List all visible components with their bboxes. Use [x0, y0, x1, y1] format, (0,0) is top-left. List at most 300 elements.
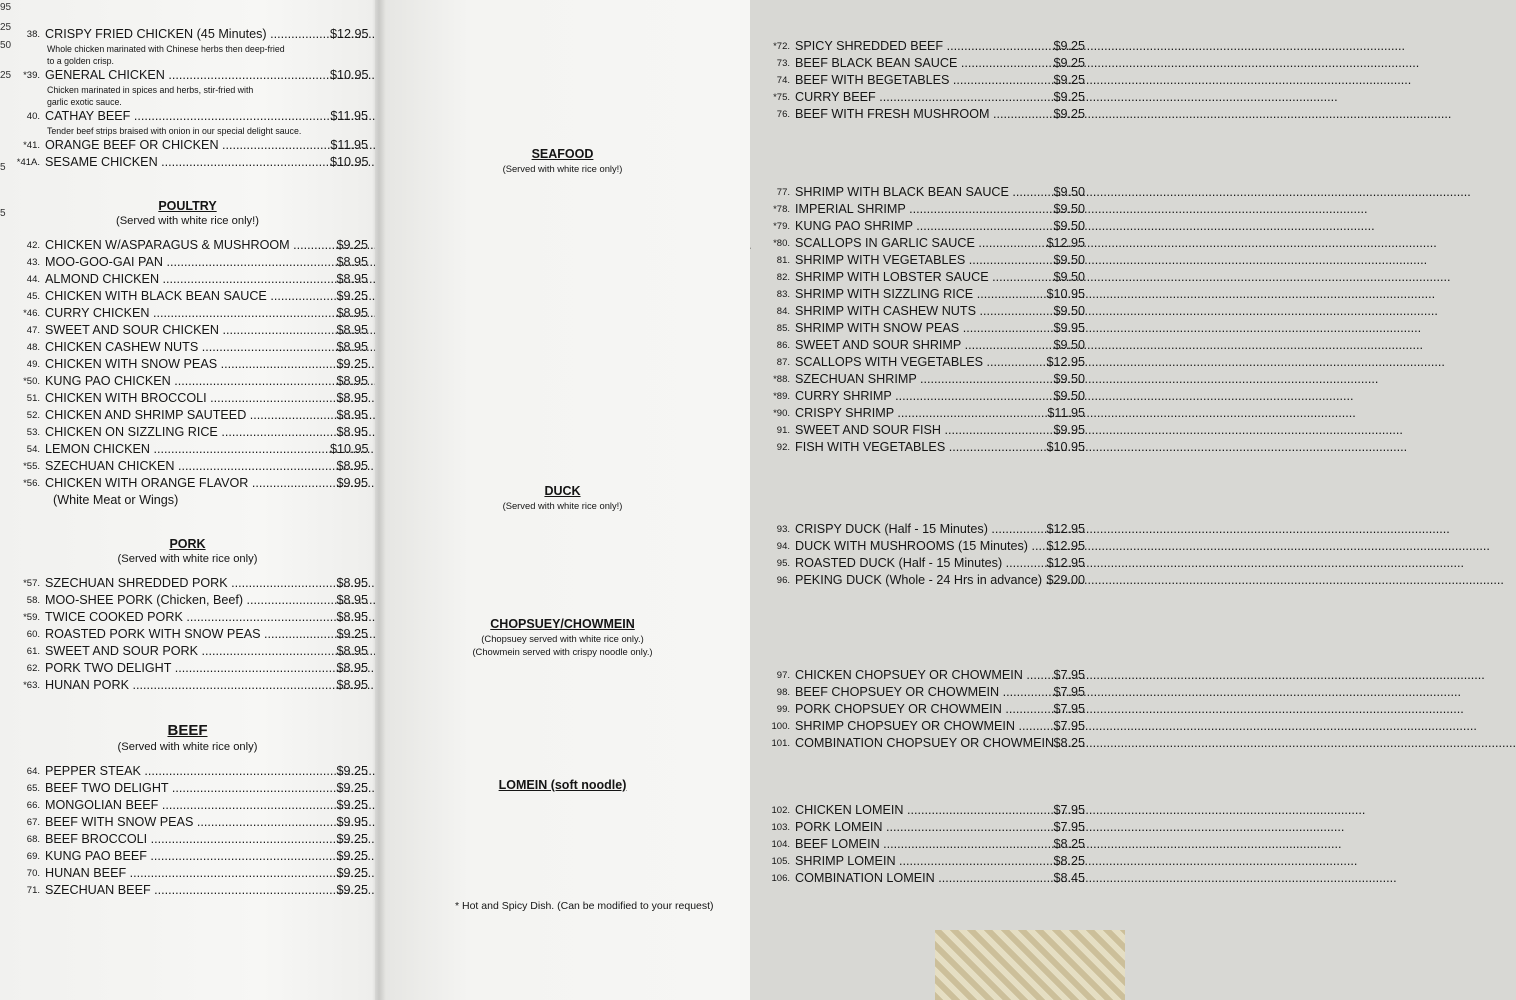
item-price: $10.95 — [330, 155, 369, 169]
menu-item — [375, 320, 1085, 337]
item-price: $9.50 — [1053, 270, 1085, 284]
menu-item — [375, 38, 1085, 55]
item-price: $9.95 — [336, 815, 368, 829]
menu-section — [0, 26, 375, 171]
item-price: $8.95 — [336, 408, 368, 422]
section-note: (Chowmein served with crispy noodle only.) — [472, 646, 653, 657]
menu-item — [0, 575, 375, 592]
item-price: $12.95 — [330, 27, 369, 41]
menu-item — [375, 269, 1085, 286]
menu-section — [375, 778, 1085, 887]
menu-section — [375, 147, 1085, 456]
item-description: to a golden crisp. — [47, 56, 114, 66]
item-name: CRISPY FRIED CHICKEN (45 Minutes) ..... — [45, 26, 328, 43]
margin-number: 25 — [0, 70, 12, 81]
item-name: BEEF BLACK BEAN SAUCE ..... — [795, 55, 1025, 72]
item-name: SZECHUAN SHREDDED PORK ..... — [45, 575, 328, 592]
item-price: $11.95 — [1047, 406, 1085, 420]
item-price: $9.50 — [1053, 202, 1085, 216]
item-number: 83. — [776, 289, 790, 300]
item-number: 99. — [776, 704, 790, 715]
item-number: 42. — [26, 240, 40, 251]
item-name: BEEF CHOPSUEY OR CHOWMEIN ..... — [795, 684, 1025, 701]
left-page-content — [0, 6, 375, 899]
item-price: $9.50 — [1053, 219, 1085, 233]
item-price: $8.95 — [336, 255, 368, 269]
item-price: $9.25 — [336, 849, 368, 863]
menu-item — [375, 252, 1085, 269]
item-number: 86. — [776, 340, 790, 351]
item-price: $9.25 — [1053, 56, 1085, 70]
item-name: SCALLOPS WITH VEGETABLES ..... — [795, 354, 1025, 371]
menu-item — [375, 572, 1085, 589]
item-price: $8.95 — [336, 459, 368, 473]
item-price: $29.00 — [1046, 573, 1085, 587]
section-title: PORK — [169, 537, 206, 551]
item-price: $8.95 — [336, 425, 368, 439]
item-name: SZECHUAN BEEF ..... — [45, 882, 328, 899]
item-number: 84. — [776, 306, 790, 317]
section-title: LOMEIN (soft noodle) — [498, 778, 627, 792]
item-number: *80. — [773, 238, 790, 249]
item-number: 94. — [776, 541, 790, 552]
menu-section — [375, 38, 1085, 123]
item-name: GENERAL CHICKEN ..... — [45, 67, 328, 84]
right-page-content — [375, 18, 1085, 887]
item-number: *46. — [23, 308, 40, 319]
item-price: $10.95 — [330, 68, 369, 82]
item-price: $8.95 — [336, 610, 368, 624]
item-name: CHICKEN AND SHRIMP SAUTEED ..... — [45, 407, 328, 424]
menu-item — [0, 305, 375, 322]
item-number: 48. — [26, 342, 40, 353]
item-name: SHRIMP WITH SIZZLING RICE ..... — [795, 286, 1025, 303]
item-name: SHRIMP WITH LOBSTER SAUCE ..... — [795, 269, 1025, 286]
item-price: $7.95 — [1053, 668, 1085, 682]
item-number: *78. — [773, 204, 790, 215]
item-price: $10.95 — [1046, 287, 1085, 301]
item-number: *59. — [23, 612, 40, 623]
item-number: *41A. — [16, 157, 40, 168]
item-number: 47. — [26, 325, 40, 336]
item-price: $8.95 — [336, 391, 368, 405]
menu-item — [375, 701, 1085, 718]
item-name: BEEF LOMEIN ..... — [795, 836, 1025, 853]
item-price: $8.95 — [336, 323, 368, 337]
item-price: $11.95 — [330, 109, 368, 123]
menu-item — [0, 797, 375, 814]
item-price: $9.25 — [336, 832, 368, 846]
item-name: BEEF WITH SNOW PEAS ..... — [45, 814, 328, 831]
item-price: $9.50 — [1053, 338, 1085, 352]
item-price: $12.95 — [1046, 236, 1085, 250]
item-price: $8.45 — [1053, 871, 1085, 885]
item-name: SWEET AND SOUR CHICKEN ..... — [45, 322, 328, 339]
item-price: $8.25 — [1053, 736, 1085, 750]
item-number: 49. — [26, 359, 40, 370]
item-number: 65. — [26, 783, 40, 794]
item-price: $8.25 — [1053, 854, 1085, 868]
item-name: CURRY BEEF ..... — [795, 89, 1025, 106]
item-description: garlic exotic sauce. — [47, 97, 122, 107]
menu-item — [0, 373, 375, 390]
section-title: SEAFOOD — [531, 147, 594, 161]
menu-item — [0, 831, 375, 848]
item-number: *90. — [773, 408, 790, 419]
item-name: COMBINATION LOMEIN ..... — [795, 870, 1025, 887]
menu-item — [0, 390, 375, 407]
item-number: 54. — [26, 444, 40, 455]
section-note: (Served with white rice only!) — [502, 163, 623, 174]
item-number: 100. — [771, 721, 790, 732]
item-price: $9.50 — [1053, 253, 1085, 267]
item-number: *50. — [23, 376, 40, 387]
menu-section — [375, 617, 1085, 752]
item-name: CHICKEN W/ASPARAGUS & MUSHROOM ..... — [45, 237, 328, 254]
item-number: *89. — [773, 391, 790, 402]
menu-item — [375, 836, 1085, 853]
margin-number: 50 — [0, 40, 12, 51]
margin-number: 95 — [0, 2, 12, 13]
menu-item — [0, 356, 375, 373]
menu-section — [0, 722, 375, 899]
table-cloth-corner — [935, 930, 1125, 1000]
item-number: 69. — [26, 851, 40, 862]
item-number: 105. — [771, 856, 790, 867]
item-price: $8.95 — [336, 306, 368, 320]
item-price: $11.95 — [330, 138, 368, 152]
item-price: $10.95 — [330, 442, 369, 456]
menu-item — [375, 538, 1085, 555]
item-number: 101. — [771, 738, 790, 749]
item-price: $9.25 — [336, 627, 368, 641]
item-name: SWEET AND SOUR FISH ..... — [795, 422, 1025, 439]
item-name: CHICKEN LOMEIN ..... — [795, 802, 1025, 819]
item-price: $8.95 — [336, 340, 368, 354]
menu-item — [375, 371, 1085, 388]
section-note: (Served with white rice only!) — [115, 215, 259, 227]
menu-item — [375, 684, 1085, 701]
item-name: CRISPY DUCK (Half - 15 Minutes) ..... — [795, 521, 1025, 538]
item-price: $9.25 — [1053, 107, 1085, 121]
item-name: CHICKEN CASHEW NUTS ..... — [45, 339, 328, 356]
margin-number: 5 — [0, 208, 6, 219]
menu-item — [375, 718, 1085, 735]
margin-number: 25 — [0, 22, 12, 33]
item-price: $9.25 — [336, 883, 368, 897]
menu-item — [0, 882, 375, 899]
menu-item — [0, 424, 375, 441]
item-name: SHRIMP WITH VEGETABLES ..... — [795, 252, 1025, 269]
item-name: CRISPY SHRIMP ..... — [795, 405, 1025, 422]
item-price: $9.25 — [1053, 39, 1085, 53]
item-number: 91. — [776, 425, 790, 436]
item-price: $12.95 — [1046, 556, 1085, 570]
right-menu-page — [375, 0, 1085, 1000]
item-name: MOO-SHEE PORK (Chicken, Beef) ..... — [45, 592, 328, 609]
item-name: TWICE COOKED PORK ..... — [45, 609, 328, 626]
item-price: $9.25 — [336, 764, 368, 778]
menu-item — [0, 865, 375, 882]
menu-item — [0, 780, 375, 797]
menu-item — [375, 72, 1085, 89]
menu-item — [375, 286, 1085, 303]
item-number: 60. — [26, 629, 40, 640]
item-price: $8.95 — [336, 661, 368, 675]
item-number: *88. — [773, 374, 790, 385]
menu-section — [0, 537, 375, 694]
section-title: DUCK — [544, 484, 581, 498]
margin-number: 5 — [0, 162, 6, 173]
item-name: PORK CHOPSUEY OR CHOWMEIN ..... — [795, 701, 1025, 718]
item-number: 74. — [776, 75, 790, 86]
item-number: *39. — [23, 70, 40, 81]
menu-item — [0, 154, 375, 171]
item-name: PORK TWO DELIGHT ..... — [45, 660, 328, 677]
page-fold — [372, 0, 386, 1000]
item-name: CHICKEN WITH BLACK BEAN SAUCE ..... — [45, 288, 328, 305]
item-price: $7.95 — [1053, 685, 1085, 699]
item-number: 38. — [26, 29, 40, 40]
section-title: POULTRY — [158, 199, 217, 213]
item-description: Whole chicken marinated with Chinese herbs then deep-fried — [47, 44, 285, 54]
item-name: SWEET AND SOUR PORK ..... — [45, 643, 328, 660]
menu-item — [375, 405, 1085, 422]
menu-section — [0, 199, 375, 509]
item-number: 58. — [26, 595, 40, 606]
item-name: HUNAN BEEF ..... — [45, 865, 328, 882]
item-name: SPICY SHREDDED BEEF ..... — [795, 38, 1025, 55]
item-price: $9.25 — [1053, 73, 1085, 87]
menu-item — [375, 735, 1085, 752]
menu-item — [375, 422, 1085, 439]
item-name: ORANGE BEEF OR CHICKEN ..... — [45, 137, 328, 154]
item-name: CURRY SHRIMP ..... — [795, 388, 1025, 405]
item-name: CHICKEN WITH SNOW PEAS ..... — [45, 356, 328, 373]
item-name: SHRIMP WITH BLACK BEAN SAUCE ..... — [795, 184, 1025, 201]
item-number: 103. — [771, 822, 790, 833]
item-name: DUCK WITH MUSHROOMS (15 Minutes) ..... — [795, 538, 1025, 555]
item-price: $12.95 — [1046, 522, 1085, 536]
item-price: $8.95 — [336, 593, 368, 607]
menu-item — [375, 819, 1085, 836]
item-number: 81. — [776, 255, 790, 266]
item-number: 106. — [771, 873, 790, 884]
menu-item — [0, 339, 375, 356]
item-price: $8.95 — [336, 678, 368, 692]
item-price: $9.25 — [336, 289, 368, 303]
item-price: $9.25 — [336, 238, 368, 252]
item-name: HUNAN PORK ..... — [45, 677, 328, 694]
item-number: 98. — [776, 687, 790, 698]
item-name: PORK LOMEIN ..... — [795, 819, 1025, 836]
item-description: Chicken marinated in spices and herbs, stir-fried with — [47, 85, 254, 95]
section-note: (Served with white rice only) — [117, 553, 258, 565]
item-number: *56. — [23, 478, 40, 489]
item-name: SHRIMP WITH SNOW PEAS ..... — [795, 320, 1025, 337]
item-number: 96. — [776, 575, 790, 586]
item-number: 82. — [776, 272, 790, 283]
menu-item — [0, 441, 375, 458]
item-price: $7.95 — [1053, 820, 1085, 834]
item-number: 43. — [26, 257, 40, 268]
menu-item — [0, 407, 375, 424]
section-note: (Served with white rice only!) — [502, 500, 623, 511]
item-name: SWEET AND SOUR SHRIMP ..... — [795, 337, 1025, 354]
item-name: CURRY CHICKEN ..... — [45, 305, 328, 322]
item-name: SHRIMP WITH CASHEW NUTS ..... — [795, 303, 1025, 320]
item-number: 87. — [776, 357, 790, 368]
menu-item — [0, 677, 375, 694]
item-name: KUNG PAO SHRIMP ..... — [795, 218, 1025, 235]
item-number: 45. — [26, 291, 40, 302]
item-number: *41. — [23, 140, 40, 151]
item-name: SZECHUAN CHICKEN ..... — [45, 458, 328, 475]
item-price: $8.95 — [336, 374, 368, 388]
item-name: IMPERIAL SHRIMP ..... — [795, 201, 1025, 218]
section-note: (Chopsuey served with white rice only.) — [481, 633, 644, 644]
menu-item — [0, 660, 375, 677]
menu-item — [0, 108, 375, 125]
item-name: PEPPER STEAK ..... — [45, 763, 328, 780]
item-name: SCALLOPS IN GARLIC SAUCE ..... — [795, 235, 1025, 252]
item-name: ROASTED PORK WITH SNOW PEAS ..... — [45, 626, 328, 643]
menu-item — [375, 201, 1085, 218]
item-name: MONGOLIAN BEEF ..... — [45, 797, 328, 814]
left-menu-page — [0, 0, 375, 1000]
menu-item — [375, 337, 1085, 354]
item-description: Tender beef strips braised with onion in our special delight sauce. — [47, 126, 302, 136]
menu-item — [0, 814, 375, 831]
menu-item — [0, 271, 375, 288]
item-name: BEEF WITH FRESH MUSHROOM ..... — [795, 106, 1025, 123]
item-name: BEEF WITH BEGETABLES ..... — [795, 72, 1025, 89]
menu-item — [375, 235, 1085, 252]
item-price: $7.95 — [1053, 803, 1085, 817]
menu-section — [375, 484, 1085, 589]
menu-item — [375, 303, 1085, 320]
item-price: $9.50 — [1053, 372, 1085, 386]
item-number: 52. — [26, 410, 40, 421]
item-number: 64. — [26, 766, 40, 777]
item-sub-description: (White Meat or Wings) — [53, 493, 179, 507]
item-name: KUNG PAO BEEF ..... — [45, 848, 328, 865]
item-number: 44. — [26, 274, 40, 285]
item-number: *57. — [23, 578, 40, 589]
item-price: $7.95 — [1053, 702, 1085, 716]
item-price: $9.25 — [336, 781, 368, 795]
item-number: 71. — [26, 885, 40, 896]
item-number: 68. — [26, 834, 40, 845]
item-number: *79. — [773, 221, 790, 232]
menu-item — [0, 643, 375, 660]
item-number: 67. — [26, 817, 40, 828]
item-name: SHRIMP LOMEIN ..... — [795, 853, 1025, 870]
item-name: ROASTED DUCK (Half - 15 Minutes) ..... — [795, 555, 1025, 572]
item-number: 77. — [776, 187, 790, 198]
menu-item — [375, 106, 1085, 123]
spicy-footnote: * Hot and Spicy Dish. (Can be modified to your request) — [455, 900, 714, 912]
item-name: SHRIMP CHOPSUEY OR CHOWMEIN ..... — [795, 718, 1025, 735]
item-price: $9.50 — [1053, 389, 1085, 403]
section-title: CHOPSUEY/CHOWMEIN — [490, 617, 635, 631]
item-number: 92. — [776, 442, 790, 453]
item-number: 66. — [26, 800, 40, 811]
menu-item — [375, 555, 1085, 572]
menu-item — [0, 763, 375, 780]
item-price: $8.95 — [336, 272, 368, 286]
menu-item — [0, 458, 375, 475]
item-name: CHICKEN WITH ORANGE FLAVOR ..... — [45, 475, 328, 492]
item-number: 40. — [26, 111, 40, 122]
item-number: 102. — [771, 805, 790, 816]
item-price: $7.95 — [1053, 719, 1085, 733]
item-name: CHICKEN CHOPSUEY OR CHOWMEIN ..... — [795, 667, 1025, 684]
menu-item — [0, 26, 375, 43]
menu-item — [375, 853, 1085, 870]
item-price: $8.25 — [1053, 837, 1085, 851]
item-number: 51. — [26, 393, 40, 404]
item-name: LEMON CHICKEN ..... — [45, 441, 328, 458]
item-name: CATHAY BEEF ..... — [45, 108, 328, 125]
item-name: BEEF BROCCOLI ..... — [45, 831, 328, 848]
menu-item — [375, 388, 1085, 405]
item-number: 73. — [776, 58, 790, 69]
item-number: 93. — [776, 524, 790, 535]
item-price: $9.25 — [336, 866, 368, 880]
item-name: COMBINATION CHOPSUEY OR CHOWMEIN ..... — [795, 735, 1025, 752]
item-number: *75. — [773, 92, 790, 103]
item-price: $12.95 — [1046, 355, 1085, 369]
menu-item — [375, 870, 1085, 887]
item-number: 61. — [26, 646, 40, 657]
item-price: $8.95 — [336, 644, 368, 658]
item-name: FISH WITH VEGETABLES ..... — [795, 439, 1025, 456]
item-name: SZECHUAN SHRIMP ..... — [795, 371, 1025, 388]
menu-item — [0, 592, 375, 609]
menu-item — [375, 521, 1085, 538]
item-price: $8.95 — [336, 576, 368, 590]
item-price: $12.95 — [1046, 539, 1085, 553]
item-price: $9.95 — [1053, 423, 1085, 437]
item-price: $10.95 — [1046, 440, 1085, 454]
menu-item — [0, 322, 375, 339]
menu-item — [375, 184, 1085, 201]
item-number: 62. — [26, 663, 40, 674]
menu-item — [0, 848, 375, 865]
menu-item — [375, 667, 1085, 684]
item-number: 95. — [776, 558, 790, 569]
item-number: 76. — [776, 109, 790, 120]
item-name: SESAME CHICKEN ..... — [45, 154, 328, 171]
menu-item — [375, 354, 1085, 371]
menu-item — [375, 802, 1085, 819]
item-number: 53. — [26, 427, 40, 438]
menu-item — [0, 237, 375, 254]
item-price: $9.25 — [336, 357, 368, 371]
menu-item — [375, 439, 1085, 456]
item-price: $9.50 — [1053, 185, 1085, 199]
item-name: BEEF TWO DELIGHT ..... — [45, 780, 328, 797]
item-name: KUNG PAO CHICKEN ..... — [45, 373, 328, 390]
item-name: CHICKEN ON SIZZLING RICE ..... — [45, 424, 328, 441]
menu-item — [375, 89, 1085, 106]
section-note: (Served with white rice only) — [117, 741, 258, 753]
item-number: 104. — [771, 839, 790, 850]
item-number: *63. — [23, 680, 40, 691]
section-title: BEEF — [167, 722, 208, 739]
item-price: $9.95 — [1053, 321, 1085, 335]
